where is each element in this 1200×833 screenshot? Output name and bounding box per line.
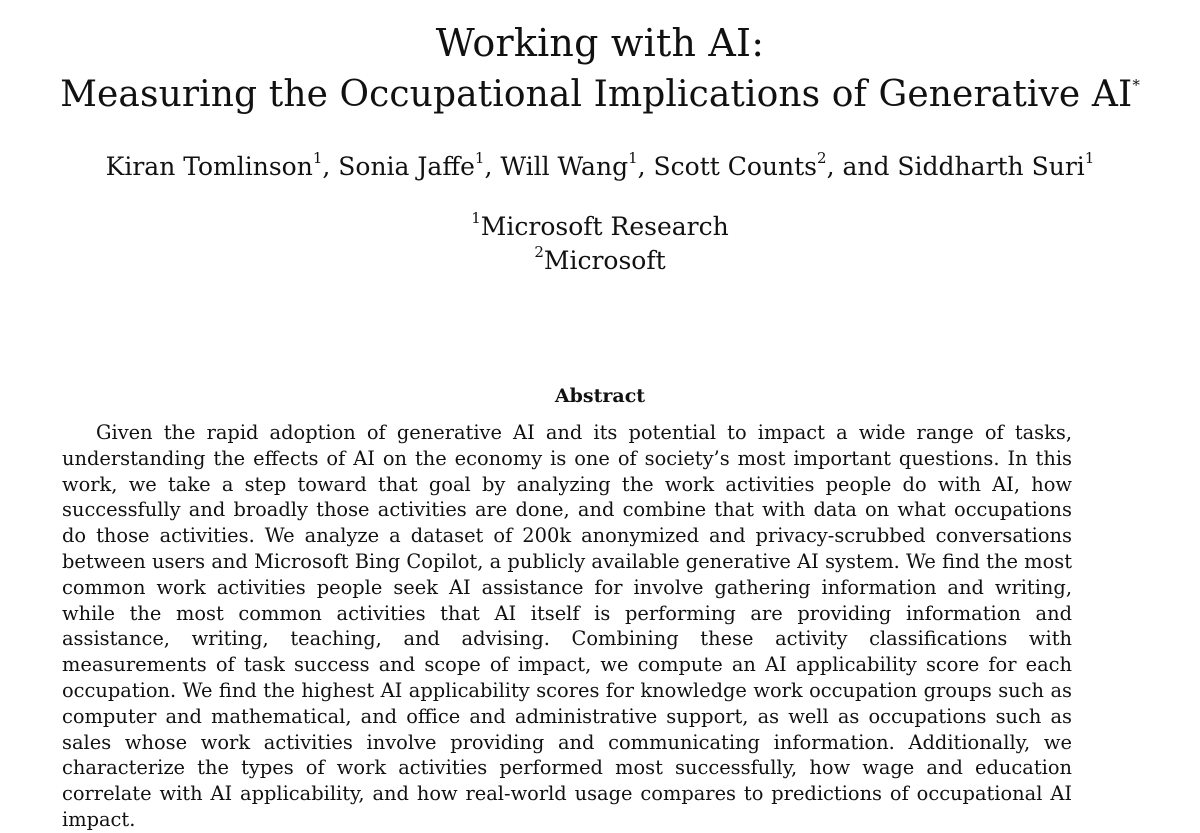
affiliation-mark: 1 — [471, 208, 481, 227]
affiliation-name: Microsoft Research — [480, 212, 729, 241]
author-separator: , — [322, 152, 339, 181]
author-affiliation-mark: 1 — [628, 148, 638, 167]
author-separator: , — [637, 152, 654, 181]
author-list — [0, 150, 1200, 184]
abstract-heading: Abstract — [554, 385, 646, 407]
title-line-1-text: Working with AI: — [435, 21, 765, 65]
paper-title-line-1 — [0, 20, 1200, 66]
author-name: Siddharth Suri — [897, 152, 1085, 181]
affiliation-2 — [0, 244, 1200, 278]
author-name: Will Wang — [500, 152, 629, 181]
affiliation-1 — [0, 210, 1200, 244]
author-affiliation-mark: 1 — [474, 148, 485, 167]
title-footnote-mark: * — [1132, 76, 1140, 94]
affiliation-mark: 2 — [534, 242, 544, 261]
author-affiliation-mark: 1 — [1084, 148, 1095, 167]
abstract-text: Given the rapid adoption of generative AI and its potential to impact a wide range of tasks, understanding the effects of AI on the economy is one of society’s most important questions. In this work, we take a step toward that goal by analyzing the work activities people do with AI, how successfully and broadly those activities are done, and combine that with data on what occupations do those activities. We analyze a dataset of 200k anonymized and privacy-scrubbed conversations between users and Microsoft Bing Copilot, a publicly available generative AI system. We find the most common work activities people seek AI assistance for involve gathering information and writing, while the most common activities that AI itself is performing are providing information and assistance, writing, teaching, and advising. Combining these activity classifications with measurements of task success and scope of impact, we compute an AI applicability score for each occupation. We find the highest AI applicability scores for knowledge work occupation groups such as computer and mathematical, and office and administrative support, as well as occupations such as sales whose work activities involve providing and communicating information. Additionally, we characterize the types of work activities performed most successfully, how wage and education correlate with AI applicability, and how real-world usage compares to predictions of occupational AI impact. — [62, 421, 1072, 831]
author-affiliation-mark: 2 — [817, 148, 827, 167]
title-line-2-text: Measuring the Occupational Implications of Generative AI — [60, 74, 1133, 115]
author-name: Kiran Tomlinson — [105, 152, 313, 181]
author-name: Sonia Jaffe — [338, 152, 475, 181]
affiliation-name: Microsoft — [543, 246, 666, 275]
author-separator: , — [484, 152, 501, 181]
author-affiliation-mark: 1 — [312, 148, 323, 167]
author-separator: , and — [826, 152, 898, 181]
paper-title-line-2 — [0, 72, 1200, 118]
author-name: Scott Counts — [653, 152, 818, 181]
